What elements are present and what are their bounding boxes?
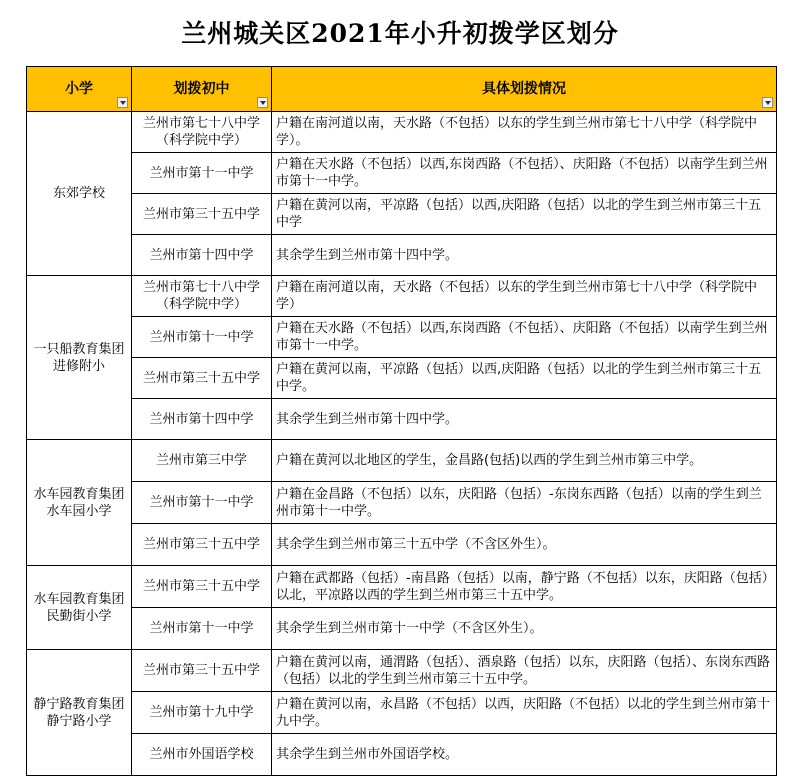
- page-title: 兰州城关区2021年小升初拨学区划分: [181, 19, 619, 48]
- detail-cell: 户籍在黄河以北地区的学生，金昌路(包括)以西的学生到兰州市第三中学。: [272, 440, 777, 482]
- primary-school-cell: 水车园教育集团民勤街小学: [27, 566, 132, 650]
- table-row: [27, 692, 777, 734]
- detail-cell: 其余学生到兰州市第十四中学。: [272, 235, 777, 276]
- middle-school-cell: 兰州市第三十五中学: [132, 194, 272, 235]
- detail-cell: 其余学生到兰州市外国语学校。: [272, 734, 777, 776]
- detail-cell: 户籍在南河道以南，天水路（不包括）以东的学生到兰州市第七十八中学（科学院中学）: [272, 276, 777, 317]
- middle-school-cell: 兰州市第七十八中学（科学院中学）: [132, 112, 272, 153]
- filter-dropdown-icon[interactable]: [762, 97, 773, 108]
- table-row: [27, 440, 777, 482]
- table-row: [27, 153, 777, 194]
- detail-cell: 户籍在黄河以南，通渭路（包括）、酒泉路（包括）以东，庆阳路（包括）、东岗东西路（包括）以北的学生到兰州市第三十五中学。: [272, 650, 777, 692]
- primary-school-cell: 一只船教育集团进修附小: [27, 276, 132, 440]
- primary-school-cell: 静宁路教育集团静宁路小学: [27, 650, 132, 776]
- district-table: [26, 66, 777, 776]
- table-row: [27, 112, 777, 153]
- header-middle-label: 划拨初中: [173, 81, 230, 97]
- header-primary-label: 小学: [65, 81, 93, 97]
- primary-school-cell: 东郊学校: [27, 112, 132, 276]
- middle-school-cell: 兰州市第七十八中学（科学院中学）: [132, 276, 272, 317]
- middle-school-cell: 兰州市第三十五中学: [132, 566, 272, 608]
- middle-school-cell: 兰州市第十一中学: [132, 608, 272, 650]
- middle-school-cell: 兰州市第十九中学: [132, 692, 272, 734]
- table-row: [27, 317, 777, 358]
- table-row: [27, 276, 777, 317]
- middle-school-cell: 兰州市第三十五中学: [132, 524, 272, 566]
- table-row: [27, 734, 777, 776]
- header-detail: [272, 67, 777, 112]
- middle-school-cell: 兰州市第三十五中学: [132, 650, 272, 692]
- table-row: [27, 566, 777, 608]
- table-row: [27, 650, 777, 692]
- detail-cell: 其余学生到兰州市第三十五中学（不含区外生）。: [272, 524, 777, 566]
- middle-school-cell: 兰州市第三十五中学: [132, 358, 272, 399]
- middle-school-cell: 兰州市第十四中学: [132, 399, 272, 440]
- header-row: [27, 67, 777, 112]
- detail-cell: 其余学生到兰州市第十一中学（不含区外生）。: [272, 608, 777, 650]
- middle-school-cell: 兰州市第十四中学: [132, 235, 272, 276]
- filter-dropdown-icon[interactable]: [257, 97, 268, 108]
- middle-school-cell: 兰州市第三中学: [132, 440, 272, 482]
- table-row: [27, 358, 777, 399]
- primary-school-cell: 水车园教育集团水车园小学: [27, 440, 132, 566]
- header-primary-school: [27, 67, 132, 112]
- middle-school-cell: 兰州市第十一中学: [132, 317, 272, 358]
- detail-cell: 户籍在黄河以南，永昌路（不包括）以西，庆阳路（不包括）以北的学生到兰州市第十九中学。: [272, 692, 777, 734]
- header-middle-school: [132, 67, 272, 112]
- detail-cell: 户籍在天水路（不包括）以西,东岗西路（不包括）、庆阳路（不包括）以南学生到兰州市第十一中学。: [272, 317, 777, 358]
- detail-cell: 户籍在金昌路（不包括）以东，庆阳路（包括）-东岗东西路（包括）以南的学生到兰州市第十一中学。: [272, 482, 777, 524]
- detail-cell: 户籍在武都路（包括）-南昌路（包括）以南，静宁路（不包括）以东，庆阳路（包括）以北，平凉路以西的学生到兰州市第三十五中学。: [272, 566, 777, 608]
- detail-cell: 其余学生到兰州市第十四中学。: [272, 399, 777, 440]
- middle-school-cell: 兰州市外国语学校: [132, 734, 272, 776]
- table-row: [27, 482, 777, 524]
- detail-cell: 户籍在天水路（不包括）以西,东岗西路（不包括）、庆阳路（不包括）以南学生到兰州市第十一中学。: [272, 153, 777, 194]
- detail-cell: 户籍在黄河以南，平凉路（包括）以西,庆阳路（包括）以北的学生到兰州市第三十五中学。: [272, 358, 777, 399]
- table-row: [27, 399, 777, 440]
- header-detail-label: 具体划拨情况: [482, 81, 566, 97]
- table-row: [27, 524, 777, 566]
- table-row: [27, 608, 777, 650]
- table-row: [27, 194, 777, 235]
- middle-school-cell: 兰州市第十一中学: [132, 153, 272, 194]
- filter-dropdown-icon[interactable]: [117, 97, 128, 108]
- detail-cell: 户籍在黄河以南，平凉路（包括）以西,庆阳路（包括）以北的学生到兰州市第三十五中学: [272, 194, 777, 235]
- table-row: [27, 235, 777, 276]
- detail-cell: 户籍在南河道以南，天水路（不包括）以东的学生到兰州市第七十八中学（科学院中学）。: [272, 112, 777, 153]
- middle-school-cell: 兰州市第十一中学: [132, 482, 272, 524]
